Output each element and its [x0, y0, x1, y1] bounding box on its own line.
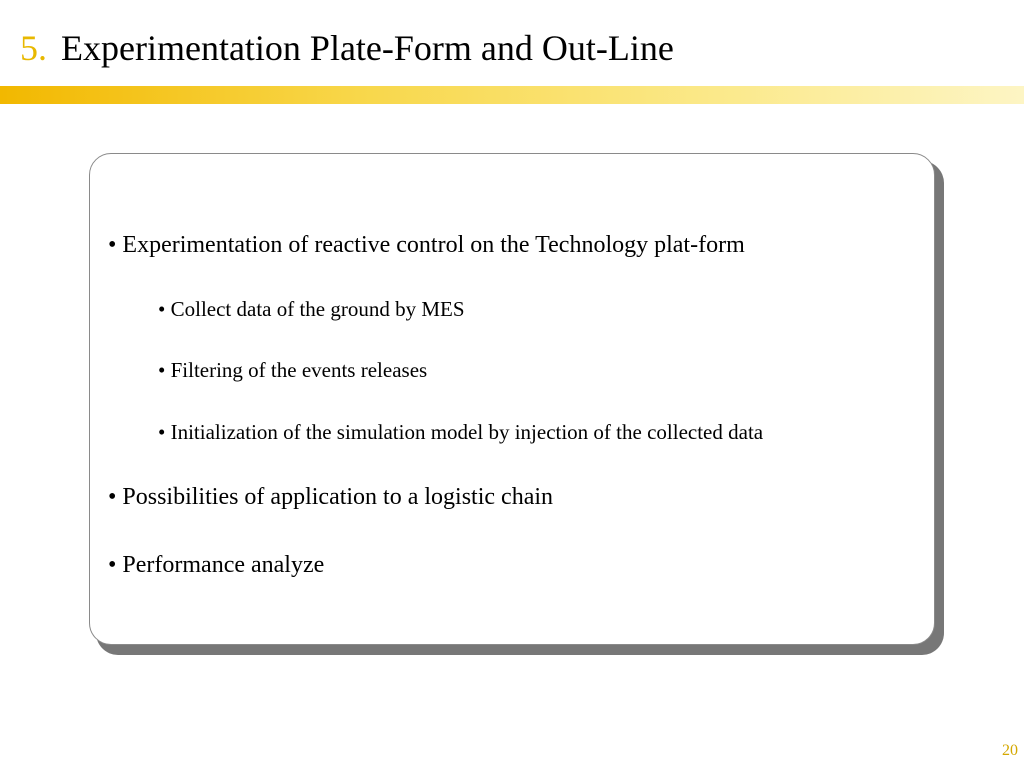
slide-title: [20, 24, 674, 72]
bullet-filtering-events: • Filtering of the events releases: [158, 358, 428, 382]
bullet-initialization-model: • Initialization of the simulation model by injection of the collected data: [158, 420, 764, 444]
bullet-reactive-control: • Experimentation of reactive control on the Technology plat-form: [108, 232, 745, 258]
bullet-logistic-chain: • Possibilities of application to a logistic chain: [108, 484, 554, 510]
bullet-performance-analyze: • Performance analyze: [108, 552, 325, 578]
slide-title-text: Experimentation Plate-Form and Out-Line: [61, 28, 674, 68]
content-box: [89, 153, 935, 645]
slide-number-label: 5.: [20, 28, 47, 68]
title-underline-bar: [0, 86, 1024, 104]
page-number: 20: [1002, 742, 1018, 759]
bullet-collect-data: • Collect data of the ground by MES: [158, 297, 465, 321]
